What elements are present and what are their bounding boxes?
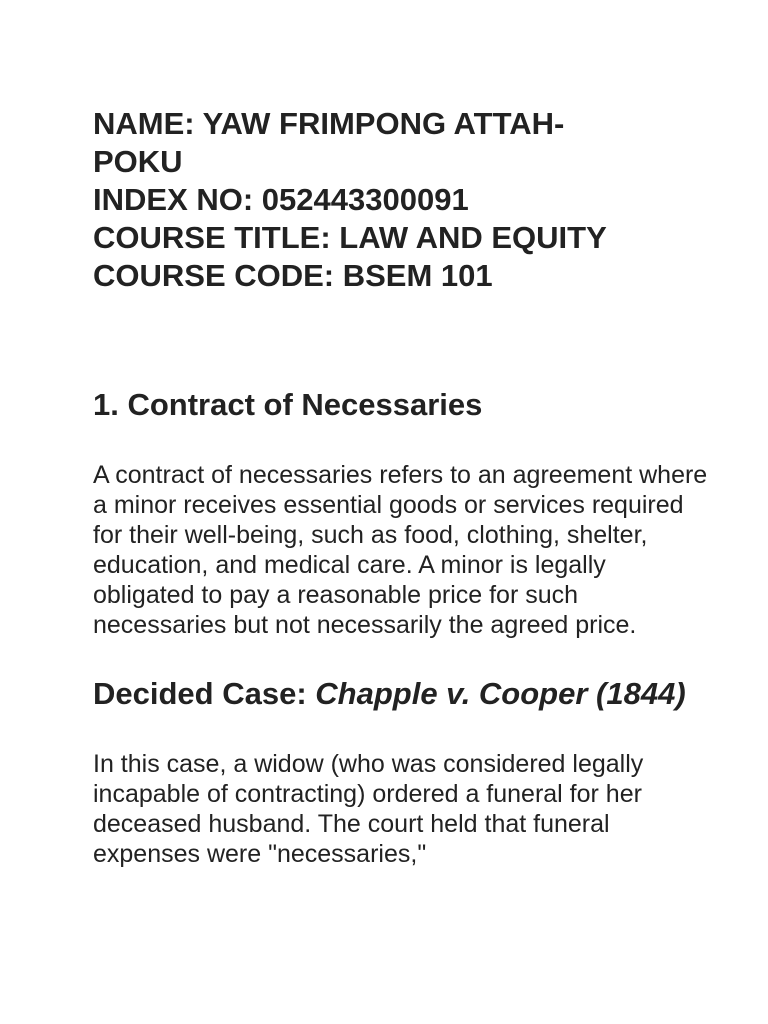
course-title: COURSE TITLE: LAW AND EQUITY	[93, 220, 607, 255]
section-heading-contract-of-necessaries: 1. Contract of Necessaries	[93, 387, 483, 422]
student-details-header	[93, 105, 708, 295]
course-code: COURSE CODE: BSEM 101	[93, 258, 493, 293]
decided-case-paragraph: In this case, a widow (who was considered legally incapable of contracting) ordered a funeral for her deceased husband. The court held that funeral expenses were "necessaries,"	[93, 750, 644, 868]
decided-case-label: Decided Case:	[93, 676, 316, 711]
decided-case-heading	[93, 676, 708, 712]
student-name: NAME: YAW FRIMPONG ATTAH- POKU	[93, 106, 565, 179]
index-number: INDEX NO: 052443300091	[93, 182, 469, 217]
case-name: Chapple v. Cooper (1844)	[315, 676, 686, 711]
contract-of-necessaries-paragraph: A contract of necessaries refers to an agreement where a minor receives essential goods or services required for their well-being, such as food, clothing, shelter, education, and medical care. A minor is legally obligated to pay a reasonable price for such necessaries but not necessarily the agreed price.	[93, 461, 708, 639]
